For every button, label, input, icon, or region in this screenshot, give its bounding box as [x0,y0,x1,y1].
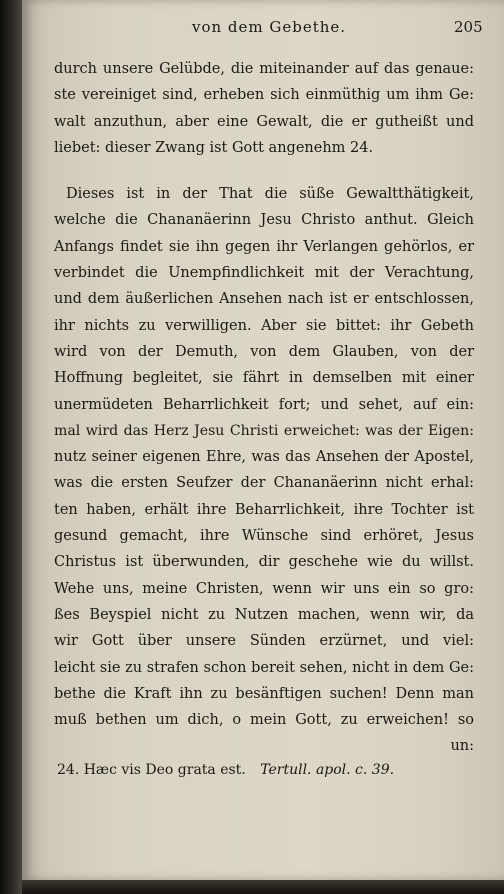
body-text [54,56,474,760]
page-bottom-edge [22,880,504,894]
text-line: Hoffnung begleitet, sie fährt in demselben mit einer [54,370,474,387]
footnote-citation: Tertull. apol. c. 39. [260,762,395,778]
text-line: gesund gemacht, ihre Wünsche sind erhöret, Jesus [54,528,474,545]
text-line: nutz seiner eigenen Ehre, was das Ansehen der Apostel, [54,449,474,466]
text-line: bethe die Kraft ihn zu besänftigen suchen! Denn man [54,685,474,702]
text-line: ihr nichts zu verwilligen. Aber sie bittet: ihr Gebeth [54,317,474,334]
paragraph-2 [54,181,474,760]
text-line: ste vereiniget sind, erheben sich einmüthig um ihm Ge: [54,87,474,104]
text-line: was die ersten Seufzer der Chananäerinn nicht erhal: [54,475,474,492]
text-line: und dem äußerlichen Ansehen nach ist er entschlossen, [54,291,474,308]
text-line: leicht sie zu strafen schon bereit sehen, nicht in dem Ge: [54,659,474,676]
book-binding-edge [0,0,22,894]
text-line: welche die Chananäerinn Jesu Christo anthut. Gleich [54,212,474,229]
text-line: walt anzuthun, aber eine Gewalt, die er gutheißt und [54,113,474,130]
catchword: un: [450,738,474,755]
text-line: ßes Beyspiel nicht zu Nutzen machen, wenn wir, da [54,606,474,623]
footnote-text: 24. Hæc vis Deo grata est. [57,762,246,778]
page-number: 205 [454,18,483,36]
running-head: von dem Gebethe. [192,18,347,36]
text-line: unermüdeten Beharrlichkeit fort; und sehet, auf ein: [54,396,474,413]
text-line: ten haben, erhält ihre Beharrlichkeit, ihre Tochter ist [54,501,474,518]
footnote [57,762,394,778]
text-line: durch unsere Gelübde, die miteinander auf das genaue: [54,61,474,77]
text-line: verbindet die Unempfindlichkeit mit der Verachtung, [54,265,474,282]
text-line: Christus ist überwunden, dir geschehe wie du willst. [54,554,474,571]
text-line: wir Gott über unsere Sünden erzürnet, und viel: [54,633,474,650]
text-line: liebet: dieser Zwang ist Gott angenehm 24. [54,139,374,156]
text-line: Anfangs findet sie ihn gegen ihr Verlangen gehörlos, er [54,238,474,255]
text-line: Dieses ist in der That die süße Gewaltthätigkeit, [66,186,474,203]
text-line: wird von der Demuth, von dem Glauben, von der [54,343,474,360]
text-line: Wehe uns, meine Christen, wenn wir uns ein so gro: [54,580,474,597]
text-line: muß bethen um dich, o mein Gott, zu erweichen! so [54,712,474,729]
text-line: mal wird das Herz Jesu Christi erweichet: was der Eigen: [54,422,474,439]
paragraph-1 [54,56,474,161]
